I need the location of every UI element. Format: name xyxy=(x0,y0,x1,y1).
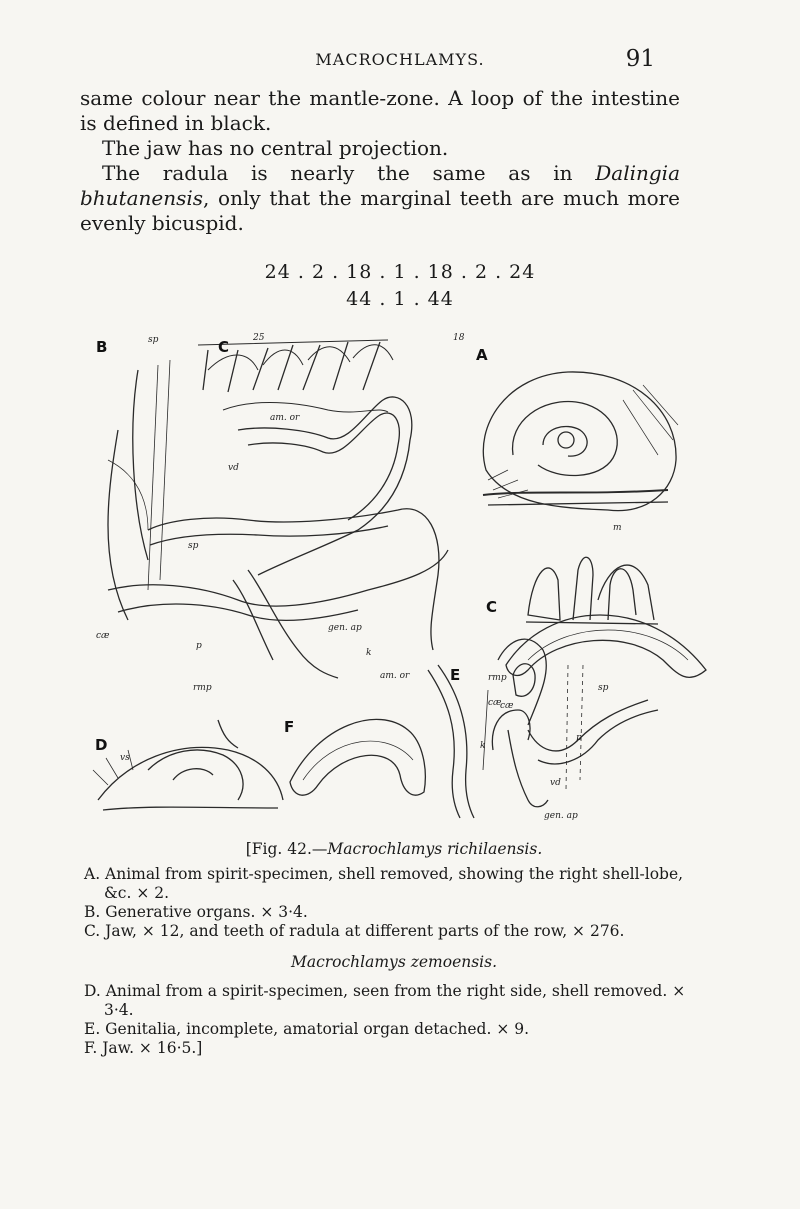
paragraph-3-start: The radula is nearly the same as in xyxy=(102,161,596,185)
caption-species-1: Macrochlamys richilaensis. xyxy=(327,840,543,858)
panel-label-a: A xyxy=(476,346,488,364)
anatomical-figure xyxy=(88,330,708,820)
annotation-p-2: p xyxy=(576,733,582,743)
running-title: MACROCHLAMYS. xyxy=(315,50,485,69)
annotation-m: m xyxy=(613,523,622,533)
annotation-18: 18 xyxy=(453,333,465,343)
species-name-dalingia: Dalingia bhutanensis xyxy=(80,161,680,210)
annotation-cae-2: cæ xyxy=(488,698,502,708)
annotation-cae-3: cæ xyxy=(500,701,514,711)
caption-item-e: E. Genitalia, incomplete, amatorial organ detached. × 9. xyxy=(84,1020,530,1038)
panel-label-e: E xyxy=(450,666,461,684)
annotation-vd-1: vd xyxy=(228,463,239,473)
annotation-k-1: k xyxy=(366,648,372,658)
body-text xyxy=(80,86,680,236)
page-number: 91 xyxy=(625,46,655,72)
annotation-rmp-2: rmp xyxy=(488,673,507,683)
annotation-am-or-1: am. or xyxy=(270,413,300,423)
figure-drawing xyxy=(88,330,708,820)
caption-item-f: F. Jaw. × 16·5.] xyxy=(84,1039,203,1057)
annotation-rmp-1: rmp xyxy=(193,683,212,693)
caption-item-c: C. Jaw, × 12, and teeth of radula at different parts of the row, × 276. xyxy=(84,922,625,940)
panel-f-drawing xyxy=(290,719,425,795)
panel-e-drawing xyxy=(428,639,658,818)
paragraph-3 xyxy=(80,161,680,236)
annotation-gen-ap-1: gen. ap xyxy=(328,623,362,633)
panel-label-c: C xyxy=(486,598,498,616)
figure-caption xyxy=(84,840,704,1058)
panel-label-d: D xyxy=(95,736,108,754)
radula-formula-line-1: 24 . 2 . 18 . 1 . 18 . 2 . 24 xyxy=(264,261,536,283)
caption-species-2: Macrochlamys zemoensis. xyxy=(290,953,498,971)
annotation-sp-1: sp xyxy=(148,335,159,345)
panel-label-f: F xyxy=(284,718,295,736)
annotation-vs: vs xyxy=(120,753,130,763)
annotation-vd-2: vd xyxy=(550,778,561,788)
caption-item-d: D. Animal from a spirit-specimen, seen from the right side, shell removed. × 3·4. xyxy=(84,982,686,1019)
panel-c-drawing xyxy=(506,557,706,677)
paragraph-2: The jaw has no central projection. xyxy=(102,136,449,160)
caption-item-a: A. Animal from spirit-specimen, shell removed, showing the right shell-lobe, &c. × 2. xyxy=(84,865,684,902)
panel-a-drawing xyxy=(483,372,678,511)
annotation-cae-1: cæ xyxy=(96,631,110,641)
caption-title xyxy=(84,840,704,859)
annotation-sp-2: sp xyxy=(188,541,199,551)
annotation-sp-3: sp xyxy=(598,683,609,693)
annotation-k-2: k xyxy=(480,741,486,751)
radula-formula-line-2: 44 . 1 . 44 xyxy=(346,288,454,310)
page-header xyxy=(0,46,800,76)
panel-label-c-top: C xyxy=(218,338,230,356)
caption-item-b: B. Generative organs. × 3·4. xyxy=(84,903,308,921)
annotation-am-or-2: am. or xyxy=(380,671,410,681)
annotation-25: 25 xyxy=(253,333,265,343)
annotation-p-1: p xyxy=(196,641,202,651)
paragraph-3-end: , only that the marginal teeth are much more evenly bicuspid. xyxy=(80,186,680,235)
panel-label-b: B xyxy=(96,338,108,356)
annotation-gen-ap-2: gen. ap xyxy=(544,811,578,820)
paragraph-1: same colour near the mantle-zone. A loop of the intestine is defined in black. xyxy=(80,86,680,135)
caption-title-prefix: [Fig. 42.— xyxy=(245,840,328,858)
panel-d-drawing xyxy=(93,720,283,810)
panel-b-drawing xyxy=(108,340,448,678)
